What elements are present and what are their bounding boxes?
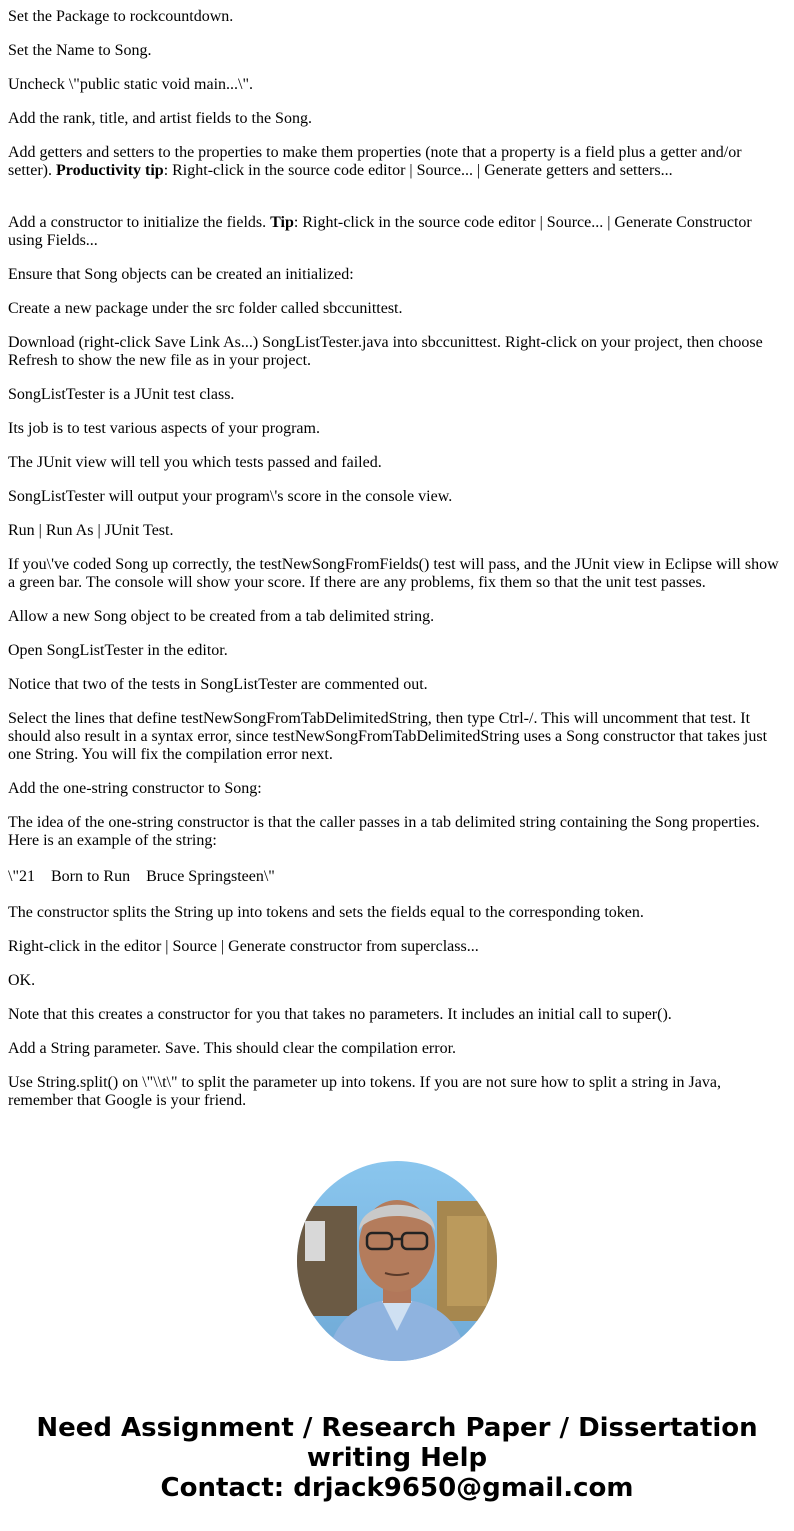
paragraph: Run | Run As | JUnit Test. bbox=[8, 522, 174, 539]
contact-banner bbox=[0, 1413, 794, 1503]
paragraph-getters-setters bbox=[8, 144, 786, 180]
paragraph: SongListTester will output your program\'s score in the console view. bbox=[8, 488, 453, 505]
paragraph-text: : Right-click in the source code editor | Source... | Generate Constructor using Fields... bbox=[8, 214, 752, 249]
paragraph: Notice that two of the tests in SongListTester are commented out. bbox=[8, 676, 428, 693]
tip-label: Tip bbox=[270, 214, 294, 231]
example-string: \"21 Born to Run Bruce Springsteen\" bbox=[8, 868, 275, 885]
paragraph: Set the Package to rockcountdown. bbox=[8, 8, 234, 25]
paragraph: Allow a new Song object to be created from a tab delimited string. bbox=[8, 608, 435, 625]
paragraph-text: Add getters and setters to the properties to make them properties (note that a property is a field plus a getter and/or setter). bbox=[8, 144, 742, 179]
author-photo-image bbox=[297, 1161, 497, 1361]
paragraph: SongListTester is a JUnit test class. bbox=[8, 386, 235, 403]
paragraph: Select the lines that define testNewSongFromTabDelimitedString, then type Ctrl-/. This will uncomment that test. It should also result in a syntax error, since testNewSongFromTabDelimitedString uses a Song constructor that takes just one String. You will fix the compilation error next. bbox=[8, 710, 768, 763]
paragraph: Right-click in the editor | Source | Generate constructor from superclass... bbox=[8, 938, 479, 955]
paragraph-text: Add a constructor to initialize the fields. bbox=[8, 214, 271, 231]
paragraph: Its job is to test various aspects of your program. bbox=[8, 420, 320, 437]
paragraph: Set the Name to Song. bbox=[8, 42, 152, 59]
paragraph: The idea of the one-string constructor is that the caller passes in a tab delimited string containing the Song properties. Here is an example of the string: bbox=[8, 814, 760, 849]
banner-line: writing Help bbox=[306, 1443, 488, 1473]
paragraph: Open SongListTester in the editor. bbox=[8, 642, 228, 659]
paragraph: The JUnit view will tell you which tests passed and failed. bbox=[8, 454, 382, 471]
paragraph: Download (right-click Save Link As...) SongListTester.java into sbccunittest. Right-click on your project, then choose Refresh to show the new file as in your project. bbox=[8, 334, 763, 369]
banner-contact: Contact: drjack9650@gmail.com bbox=[160, 1473, 634, 1503]
paragraph: Add the rank, title, and artist fields to the Song. bbox=[8, 110, 312, 127]
paragraph: OK. bbox=[8, 972, 36, 989]
paragraph: Ensure that Song objects can be created an initialized: bbox=[8, 266, 354, 283]
paragraph: If you\'ve coded Song up correctly, the testNewSongFromFields() test will pass, and the JUnit view in Eclipse will show a green bar. The console will show your score. If there are any problems, fix them so that the unit test passes. bbox=[8, 556, 779, 591]
paragraph: Uncheck \"public static void main...\". bbox=[8, 76, 254, 93]
paragraph-constructor bbox=[8, 214, 786, 250]
paragraph: Use String.split() on \"\\t\" to split the parameter up into tokens. If you are not sure how to split a string in Java, remember that Google is your friend. bbox=[8, 1074, 721, 1109]
paragraph-text: : Right-click in the source code editor | Source... | Generate getters and setters... bbox=[163, 162, 673, 179]
paragraph: Note that this creates a constructor for you that takes no parameters. It includes an initial call to super(). bbox=[8, 1006, 672, 1023]
productivity-tip-label: Productivity tip bbox=[55, 162, 164, 179]
author-photo bbox=[297, 1161, 497, 1361]
banner-line: Need Assignment / Research Paper / Dissertation bbox=[36, 1413, 758, 1443]
paragraph: Create a new package under the src folder called sbccunittest. bbox=[8, 300, 403, 317]
document-body bbox=[0, 8, 794, 1110]
paragraph: Add the one-string constructor to Song: bbox=[8, 780, 262, 797]
paragraph: The constructor splits the String up into tokens and sets the fields equal to the corresponding token. bbox=[8, 904, 644, 921]
paragraph: Add a String parameter. Save. This should clear the compilation error. bbox=[8, 1040, 457, 1057]
